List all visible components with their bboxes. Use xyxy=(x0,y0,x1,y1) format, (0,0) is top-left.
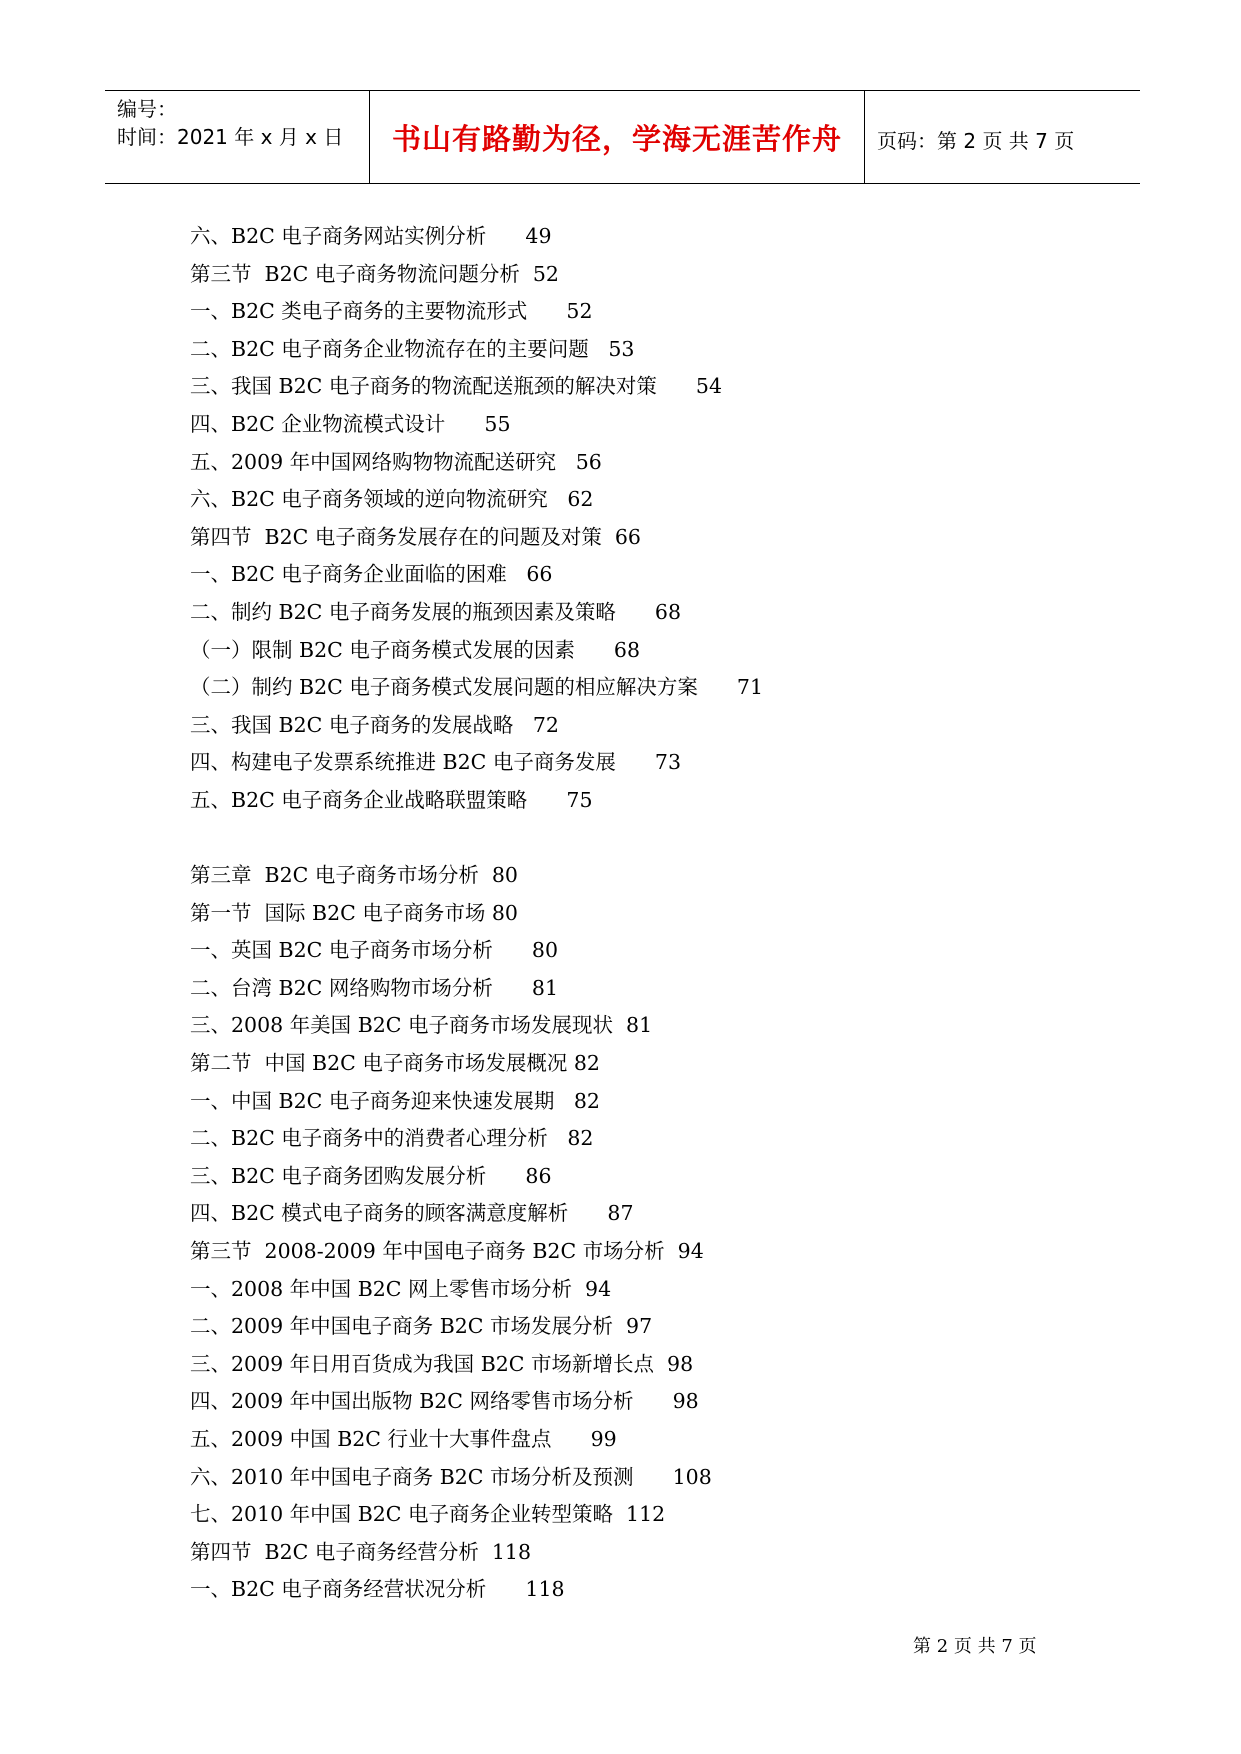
toc-entry: 五、B2C 电子商务企业战略联盟策略 75 xyxy=(190,787,593,812)
page-footer: 第 2 页 共 7 页 xyxy=(913,1636,1037,1657)
toc-entry: 四、构建电子发票系统推进 B2C 电子商务发展 73 xyxy=(190,750,682,775)
toc-entry: 第二节 中国 B2C 电子商务市场发展概况 82 xyxy=(190,1051,600,1076)
toc-entry: 三、我国 B2C 电子商务的发展战略 72 xyxy=(190,712,559,737)
toc-entry: 二、B2C 电子商务中的消费者心理分析 82 xyxy=(190,1126,594,1151)
toc-entry: 三、B2C 电子商务团购发展分析 86 xyxy=(190,1163,552,1188)
toc-entry: 六、B2C 电子商务网站实例分析 49 xyxy=(190,224,552,248)
toc-entry: 三、我国 B2C 电子商务的物流配送瓶颈的解决对策 54 xyxy=(190,374,723,399)
toc-entry: 二、台湾 B2C 网络购物市场分析 81 xyxy=(190,975,559,1000)
toc-entry: 六、B2C 电子商务领域的逆向物流研究 62 xyxy=(190,487,594,512)
toc-entry: 第三节 B2C 电子商务物流问题分析 52 xyxy=(190,261,559,286)
document-number-label: 编号： xyxy=(117,97,177,121)
toc-entry: （一）限制 B2C 电子商务模式发展的因素 68 xyxy=(190,637,641,662)
toc-entry: 四、B2C 企业物流模式设计 55 xyxy=(190,411,511,436)
toc-entry: 第三章 B2C 电子商务市场分析 80 xyxy=(190,863,518,888)
toc-entry xyxy=(190,820,1110,858)
header-page-info: 页码：第 2 页 共 7 页 xyxy=(877,129,1075,153)
toc-entry: 一、英国 B2C 电子商务市场分析 80 xyxy=(190,938,559,963)
document-time-label: 时间：2021 年 x 月 x 日 xyxy=(117,125,344,149)
header-right-cell xyxy=(865,91,1140,183)
toc-entry: 一、中国 B2C 电子商务迎来快速发展期 82 xyxy=(190,1088,600,1113)
toc-entry: （二）制约 B2C 电子商务模式发展问题的相应解决方案 71 xyxy=(190,675,764,700)
toc-entry: 二、2009 年中国电子商务 B2C 市场发展分析 97 xyxy=(190,1314,653,1339)
toc-entry: 一、2008 年中国 B2C 网上零售市场分析 94 xyxy=(190,1276,612,1301)
toc-entry: 七、2010 年中国 B2C 电子商务企业转型策略 112 xyxy=(190,1502,666,1527)
header-middle-cell xyxy=(370,91,865,183)
toc-entry: 四、2009 年中国出版物 B2C 网络零售市场分析 98 xyxy=(190,1389,699,1414)
toc-entry: 六、2010 年中国电子商务 B2C 市场分析及预测 108 xyxy=(190,1464,712,1489)
toc-entry: 五、2009 中国 B2C 行业十大事件盘点 99 xyxy=(190,1427,617,1451)
toc-entry: 五、2009 年中国网络购物物流配送研究 56 xyxy=(190,449,602,474)
toc-entry: 一、B2C 电子商务经营状况分析 118 xyxy=(190,1577,565,1602)
toc-entry: 四、B2C 模式电子商务的顾客满意度解析 87 xyxy=(190,1201,634,1226)
toc-entry: 第三节 2008-2009 年中国电子商务 B2C 市场分析 94 xyxy=(190,1239,704,1264)
toc-entry: 第四节 B2C 电子商务经营分析 118 xyxy=(190,1539,532,1564)
toc-entry: 第一节 国际 B2C 电子商务市场 80 xyxy=(190,900,518,925)
header-motto: 书山有路勤为径，学海无涯苦作舟 xyxy=(391,122,842,156)
toc-entry: 第四节 B2C 电子商务发展存在的问题及对策 66 xyxy=(190,524,641,549)
toc-entry: 三、2009 年日用百货成为我国 B2C 市场新增长点 98 xyxy=(190,1351,694,1376)
table-of-contents xyxy=(190,218,1110,1609)
toc-entry: 二、制约 B2C 电子商务发展的瓶颈因素及策略 68 xyxy=(190,599,682,624)
toc-entry: 三、2008 年美国 B2C 电子商务市场发展现状 81 xyxy=(190,1013,653,1038)
toc-entry: 一、B2C 电子商务企业面临的困难 66 xyxy=(190,562,553,587)
toc-entry: 二、B2C 电子商务企业物流存在的主要问题 53 xyxy=(190,336,635,361)
header-left-cell xyxy=(105,91,370,183)
page-header xyxy=(105,90,1140,184)
toc-entry: 一、B2C 类电子商务的主要物流形式 52 xyxy=(190,299,593,324)
